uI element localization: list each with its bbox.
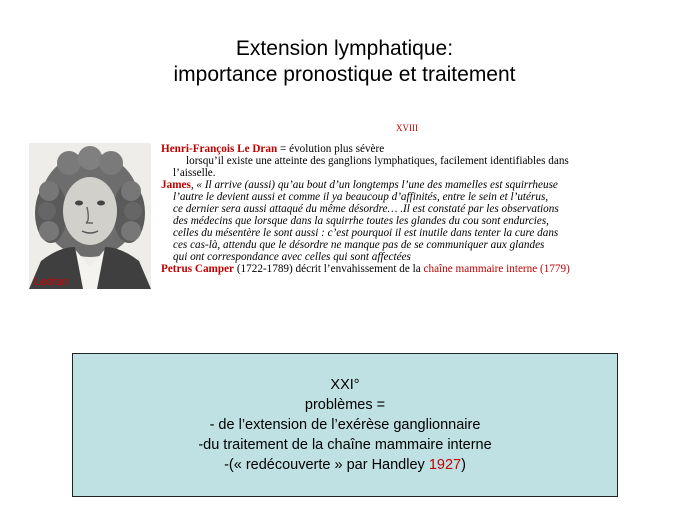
box-line-3: - de l’extension de l’exérèse ganglionnaire [209,417,481,433]
box-line-5-suffix: ) [461,457,466,473]
camper-text: décrit l’envahissement de la [295,263,424,275]
james-quote-line-2: l’autre le devient aussi et comme il ya beaucoup d’affinités, entre le sein et l’utérus, [173,191,549,203]
box-line-4: -du traitement de la chaîne mammaire interne [198,437,492,453]
century-label: XVIII [396,123,418,133]
james-paragraph [161,179,661,191]
james-quote-line-1: , « Il arrive (aussi) qu’au bout d’un longtemps l’une des mamelles est squirrheuse [190,179,558,191]
ledran-line-2: lorsqu’il existe une atteinte des ganglions lymphatiques, facilement identifiables dans [186,155,569,167]
james-quote-line-4: des médecins que lorsque dans la squirrhe toutes les glandes du cou sont endurcies, [173,215,549,227]
box-line-5-prefix: -(« redécouverte » par Handley [224,457,429,473]
ledran-line-3: l’aisselle. [173,167,216,179]
james-name: James [161,179,191,191]
james-quote-line-7: qui ont correspondance avec celles qui sont affectées [173,251,411,263]
ledran-portrait [29,143,151,289]
camper-name: Petrus Camper [161,263,235,275]
xxi-century-box [72,353,618,497]
box-line-2: problèmes = [304,397,386,413]
ledran-paragraph [161,143,661,155]
james-quote-line-6: ces cas-là, attendu que le désordre ne manque pas de se communiquer aux glandes [173,239,545,251]
camper-paragraph [161,263,661,275]
handley-year: 1927 [428,457,462,473]
ledran-summary: = évolution plus sévère [277,143,385,155]
james-quote-line-5: celles du mésentère le sont aussi : c’est pourquoi il est inutile dans tenter la cure dans [173,227,559,239]
james-quote-line-3: ce dernier sera aussi attaqué du même désordre… .Il est constaté par les observations [173,203,559,215]
camper-highlight: chaîne mammaire interne (1779) [423,263,570,275]
ledran-name: Henri-François Le Dran [161,143,278,155]
portrait-caption: Ledran [34,276,69,288]
title-line-1: Extension lymphatique: [235,37,454,60]
history-text [161,143,661,275]
box-line-5 [73,455,617,475]
camper-dates: (1722-1789) [234,263,296,275]
title-line-2: importance pronostique et traitement [173,63,516,86]
slide-title [0,36,689,88]
portrait-engraving [29,143,151,289]
box-line-1: XXI° [330,377,360,393]
